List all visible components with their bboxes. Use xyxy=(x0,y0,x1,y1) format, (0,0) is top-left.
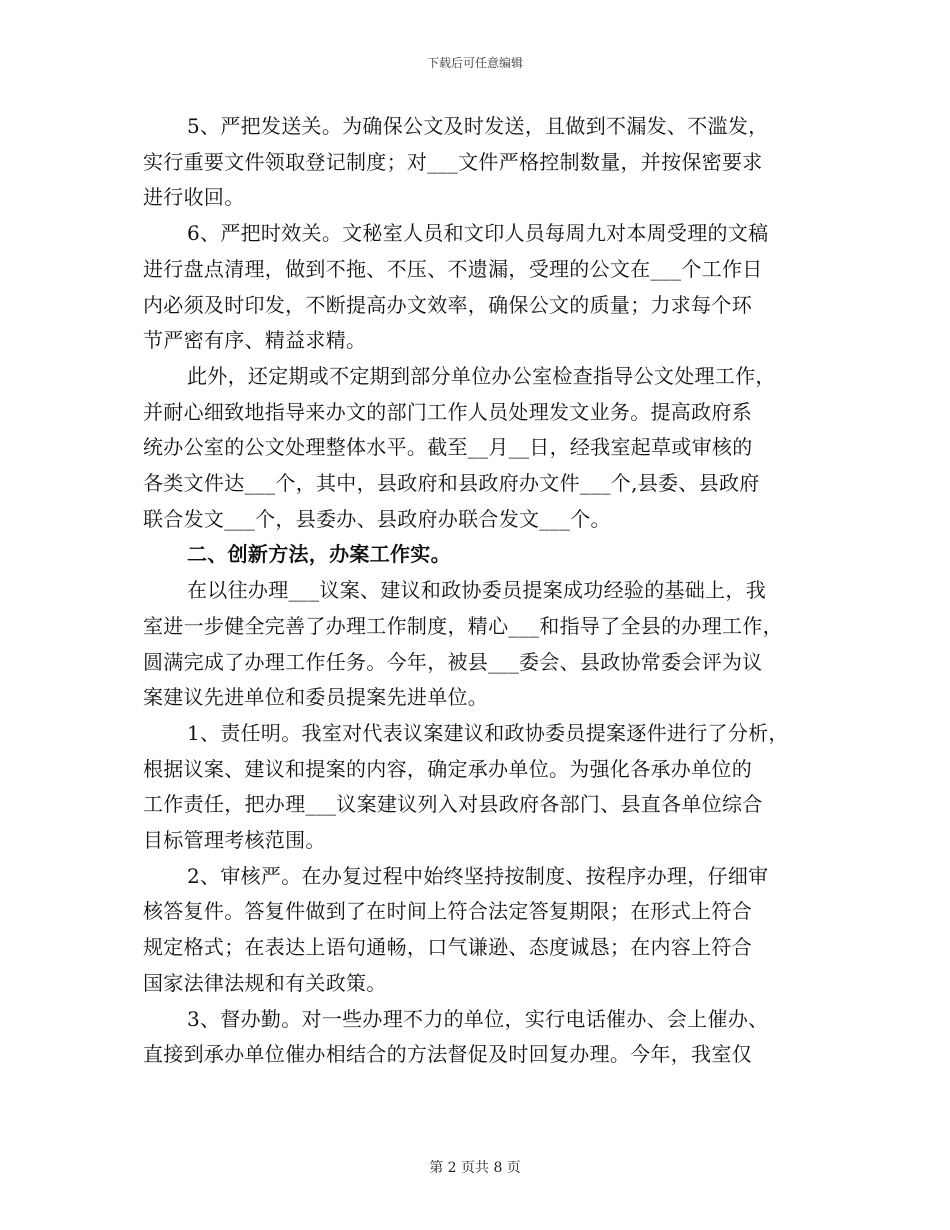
body-text-line: 直接到承办单位催办相结合的方法督促及时回复办理。今年，我室仅 xyxy=(143,1042,752,1067)
body-text-line: 联合发文___个，县委办、县政府办联合发文___个。 xyxy=(143,506,611,531)
body-text-line: 2、审核严。在办复过程中始终坚持按制度、按程序办理，仔细审 xyxy=(187,863,769,888)
body-text-line: 根据议案、建议和提案的内容，确定承办单位。为强化各承办单位的 xyxy=(143,756,752,781)
body-text-line: 工作责任，把办理___议案建议列入对县政府各部门、县直各单位综合 xyxy=(143,792,763,817)
body-text-line: 进行收回。 xyxy=(143,185,245,210)
body-text-line: 各类文件达___个，其中，县政府和县政府办文件___个,县委、县政府 xyxy=(143,471,760,495)
body-text-line: 并耐心细致地指导来办文的部门工作人员处理发文业务。提高政府系 xyxy=(143,399,752,424)
body-text-line: 统办公室的公文处理整体水平。截至__月__日，经我室起草或审核的 xyxy=(143,435,753,460)
header-note: 下载后可任意编辑 xyxy=(426,56,523,70)
body-text-line: 3、督办勤。对一些办理不力的单位，实行电话催办、会上催办、 xyxy=(187,1006,769,1031)
body-text-line: 此外，还定期或不定期到部分单位办公室检查指导公文处理工作， xyxy=(187,363,776,388)
body-text-line: 内必须及时印发，不断提高办文效率，确保公文的质量；力求每个环 xyxy=(143,292,752,317)
body-text-line: 目标管理考核范围。 xyxy=(143,828,326,852)
body-text-line: 1、责任明。我室对代表议案建议和政协委员提案逐件进行了分析， xyxy=(187,720,789,745)
body-text-line: 室进一步健全完善了办理工作制度，精心___和指导了全县的办理工作， xyxy=(143,613,783,638)
body-text-line: 规定格式；在表达上语句通畅，口气谦逊、态度诚恳；在内容上符合 xyxy=(143,935,752,960)
body-text-line: 5、严把发送关。为确保公文及时发送，且做到不漏发、不滥发， xyxy=(187,114,769,138)
body-text-line: 圆满完成了办理工作任务。今年，被县___委会、县政协常委会评为议 xyxy=(143,649,763,674)
body-text-line: 实行重要文件领取登记制度；对___文件严格控制数量，并按保密要求 xyxy=(143,149,763,174)
body-text-line: 进行盘点清理，做到不拖、不压、不遗漏，受理的公文在___个工作日 xyxy=(143,256,763,281)
body-text-line: 案建议先进单位和委员提案先进单位。 xyxy=(143,685,489,710)
section-heading: 二、创新方法，办案工作实。 xyxy=(187,542,451,567)
body-text-line: 国家法律法规和有关政策。 xyxy=(143,970,387,995)
body-text-line: 节严密有序、精益求精。 xyxy=(143,328,367,353)
body-text-line: 在以往办理___议案、建议和政协委员提案成功经验的基础上，我 xyxy=(187,578,766,603)
page-number-footer: 第 2 页共 8 页 xyxy=(429,1160,521,1176)
body-text-line: 核答复件。答复件做到了在时间上符合法定答复期限；在形式上符合 xyxy=(143,899,752,924)
body-text-line: 6、严把时效关。文秘室人员和文印人员每周九对本周受理的文稿 xyxy=(187,221,769,246)
